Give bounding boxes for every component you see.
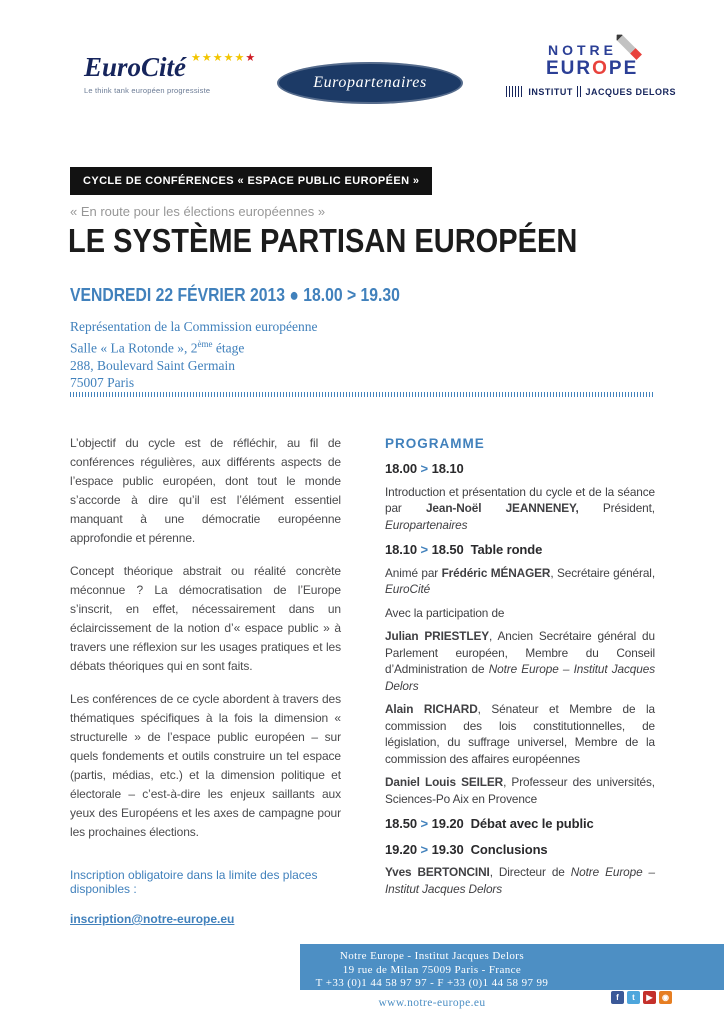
footer-phone: T +33 (0)1 44 58 97 97 - F +33 (0)1 44 58 97 99	[315, 977, 549, 989]
programme-time-slot: 19.20 > 19.30 Conclusions	[385, 841, 548, 857]
event-title: LE SYSTÈME PARTISAN EUROPÉEN	[68, 222, 578, 259]
programme-item: Introduction et présentation du cycle et de la séance par Jean-Noël JEANNENEY, Président, Europartenaires	[385, 484, 655, 532]
dotted-divider	[70, 392, 654, 397]
venue-line-1: Représentation de la Commission européenne	[70, 319, 318, 334]
programme-item: Avec la participation de	[385, 605, 505, 620]
venue-address	[70, 318, 317, 392]
description-paragraph: Concept théorique abstrait ou réalité concrète méconnue ? La démocratisation de l’Europe s’inscrit, en effet, nécessairement dans un éclaircissement de la notion d’« espace public » à travers une réflexion sur les usages pratiques et les débats théoriques qui en sont faits.	[70, 564, 341, 673]
registration-note: Inscription obligatoire dans la limite des places disponibles :	[70, 868, 318, 896]
event-datetime: VENDREDI 22 FÉVRIER 2013 ● 18.00 > 19.30	[70, 284, 400, 305]
barcode-icon	[577, 86, 582, 97]
eurocite-wordmark: EuroCité	[84, 52, 187, 82]
notre-europe-wordmark-bottom: EUROPE	[546, 58, 639, 79]
cycle-banner	[70, 167, 432, 195]
programme-time-slot: 18.10 > 18.50 Table ronde	[385, 542, 543, 557]
facebook-icon[interactable]: f	[611, 991, 624, 1004]
eurocite-tagline: Le think tank européen progressiste	[84, 86, 211, 95]
pencil-icon	[610, 32, 646, 62]
footer-website-link[interactable]: www.notre-europe.eu	[378, 997, 486, 1009]
programme-item: Daniel Louis SEILER, Professeur des universités, Sciences-Po Aix en Provence	[385, 775, 655, 806]
venue-line-2: Salle « La Rotonde », 2ème étage	[70, 338, 245, 355]
notre-europe-wordmark-top: NOTRE	[548, 42, 617, 58]
description-paragraph: Les conférences de ce cycle abordent à travers des thématiques spécifiques à la fois la dimension « structurelle » de l’espace public européen – sur quels fondements et outils construire un tel espace (partis, médias, etc.) et la dimension politique et électorale – c’est-à-dire les enjeux saillants aux yeux des Européens et les axes de campagne pour les prochaines élections.	[70, 692, 341, 839]
description-column	[70, 434, 341, 928]
barcode-icon	[506, 86, 524, 97]
twitter-icon[interactable]: t	[627, 991, 640, 1004]
eu-stars-icon: ★★★★★★	[191, 52, 257, 64]
programme-time-slot: 18.50 > 19.20 Débat avec le public	[385, 816, 594, 831]
venue-line-4: 75007 Paris	[70, 375, 135, 390]
europartenaires-logo	[277, 62, 463, 104]
programme-item: Julian PRIESTLEY, Ancien Secrétaire général du Parlement européen, Membre du Conseil d’Administration de Notre Europe – Institut Jacques Delors	[385, 629, 655, 693]
institut-label: INSTITUT	[528, 86, 573, 97]
youtube-icon[interactable]: ▶	[643, 991, 656, 1004]
programme-heading: PROGRAMME	[385, 436, 485, 451]
social-icons	[611, 991, 672, 1004]
notre-europe-logo	[506, 42, 676, 97]
programme-time-slot: 18.00 > 18.10	[385, 461, 464, 476]
red-star-icon: ★	[245, 52, 257, 64]
programme-item: Yves BERTONCINI, Directeur de Notre Europe – Institut Jacques Delors	[385, 865, 655, 896]
programme-column	[385, 436, 655, 904]
europartenaires-wordmark: Europartenaires	[313, 74, 427, 91]
footer-address: 19 rue de Milan 75009 Paris - France	[342, 963, 522, 976]
eurocite-logo	[84, 52, 257, 95]
series-subtitle: « En route pour les élections européennes »	[70, 204, 326, 219]
description-paragraph: L’objectif du cycle est de réfléchir, au fil de conférences régulières, aux différents aspects de l’espace public européen, dont tout le monde s’accorde à dire qu’il est l’élément essentiel manquant à une démocratie européenne approfondie et pérenne.	[70, 436, 341, 545]
footer-bar	[300, 944, 724, 990]
programme-item: Animé par Frédéric MÉNAGER, Secrétaire général, EuroCité	[385, 565, 656, 596]
rss-icon[interactable]: ◉	[659, 991, 672, 1004]
programme-item: Alain RICHARD, Sénateur et Membre de la commission des lois constitutionnelles, de législation, du suffrage universel, Membre de la commission des affaires européennes	[385, 702, 655, 766]
registration-email-link[interactable]: inscription@notre-europe.eu	[70, 912, 235, 926]
jacques-delors-label: JACQUES DELORS	[585, 86, 676, 97]
footer-org: Notre Europe - Institut Jacques Delors	[339, 950, 525, 962]
cycle-banner-label: CYCLE DE CONFÉRENCES « ESPACE PUBLIC EUROPÉEN »	[83, 175, 420, 187]
venue-line-3: 288, Boulevard Saint Germain	[70, 357, 235, 373]
